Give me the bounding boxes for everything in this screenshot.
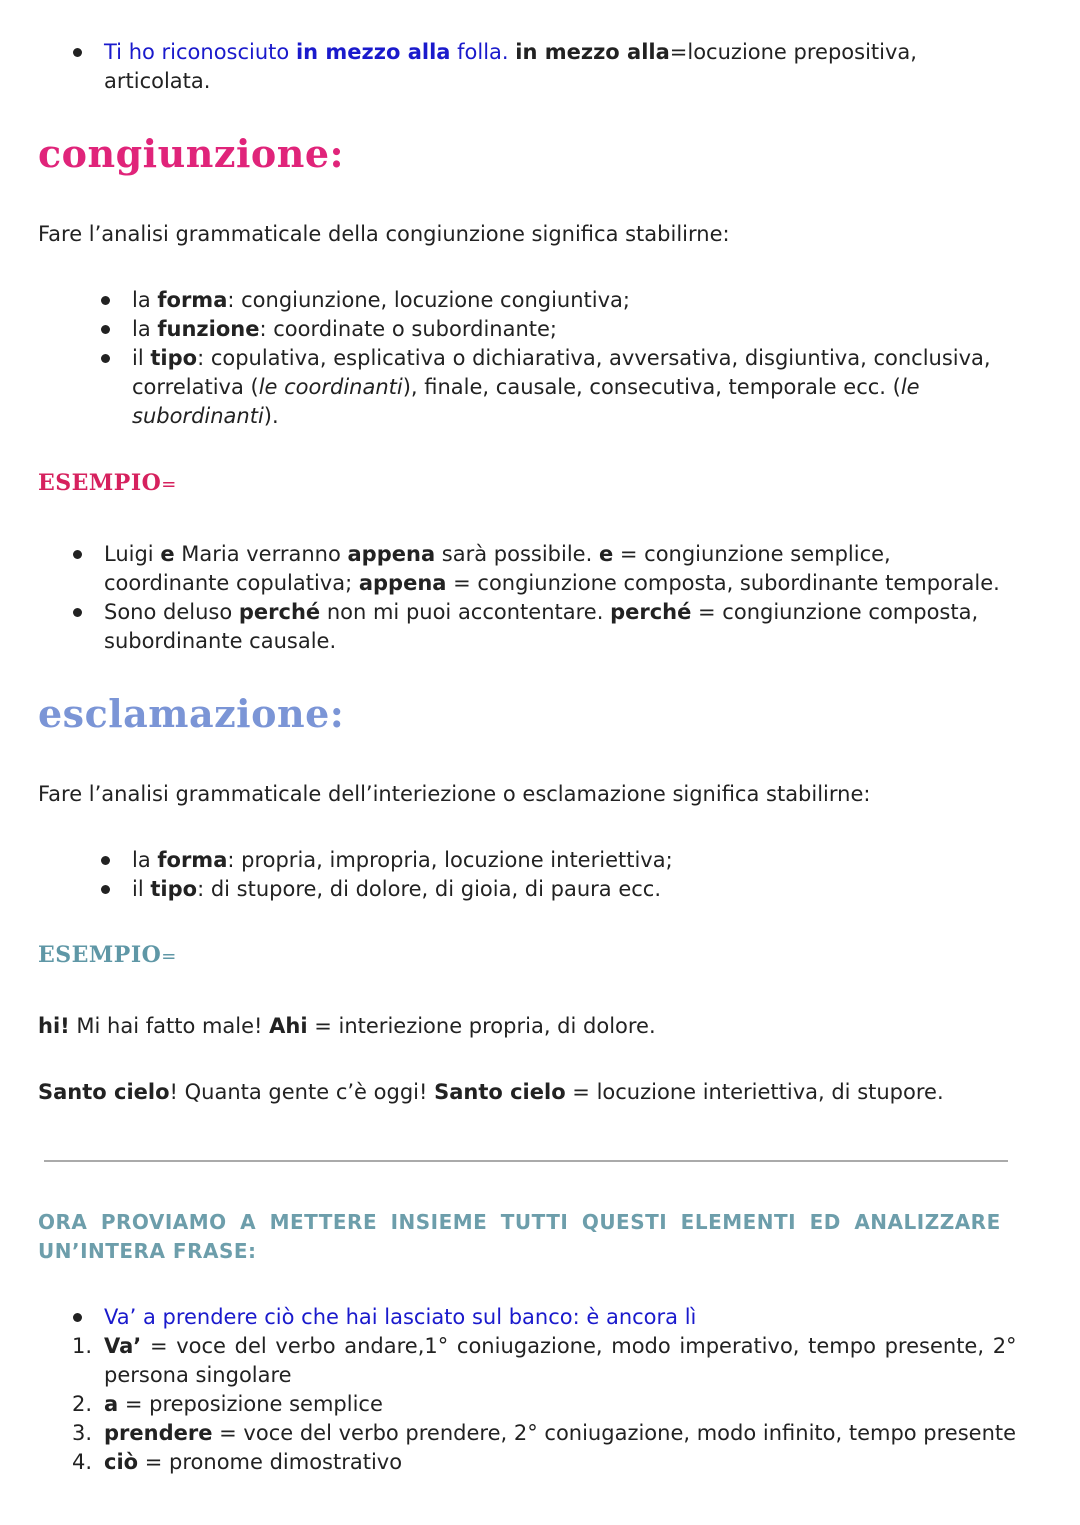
section-heading-congiunzione: congiunzione: — [38, 131, 345, 176]
bullet-dot — [73, 1313, 82, 1322]
bullet-dot — [73, 550, 82, 559]
horizontal-divider — [44, 1160, 1008, 1162]
escl-example-2: Santo cielo! Quanta gente c’è oggi! Santo cielo = locuzione interiettiva, di stupore. — [38, 1080, 944, 1104]
esempio-label-esclamazione: ESEMPIO= — [38, 942, 177, 968]
analisi-item-va: Va’ = voce del verbo andare,1° coniugazione, modo imperativo, tempo presente, 2° — [104, 1334, 1017, 1358]
analisi-item-cio: ciò = pronome dimostrativo — [104, 1450, 403, 1474]
escl-bullet-tipo: il tipo: di stupore, di dolore, di gioia, di paura ecc. — [132, 877, 662, 901]
cong-example-2-cont: subordinante causale. — [104, 629, 337, 653]
analisi-sentence: Va’ a prendere ciò che hai lasciato sul banco: è ancora lì — [104, 1305, 697, 1329]
bullet-dot — [73, 48, 82, 57]
bullet-dot — [101, 325, 110, 334]
example-sentence-folla: Ti ho riconosciuto in mezzo alla folla. in mezzo alla=locuzione prepositiva, — [104, 40, 917, 64]
escl-example-1: hi! Mi hai fatto male! Ahi = interiezione propria, di dolore. — [38, 1014, 656, 1038]
cong-bullet-tipo: il tipo: copulativa, esplicativa o dichiarativa, avversativa, disgiuntiva, conclusiva, — [132, 346, 991, 370]
example-sentence-folla-cont: articolata. — [104, 69, 211, 93]
cong-example-1: Luigi e Maria verranno appena sarà possibile. e = congiunzione semplice, — [104, 542, 891, 566]
bullet-dot — [101, 354, 110, 363]
list-number: 3. — [72, 1421, 93, 1445]
cong-bullet-forma: la forma: congiunzione, locuzione congiuntiva; — [132, 288, 630, 312]
section-heading-esclamazione: esclamazione: — [38, 691, 345, 736]
bullet-dot — [101, 885, 110, 894]
analisi-item-prendere: prendere = voce del verbo prendere, 2° coniugazione, modo infinito, tempo presente — [104, 1421, 1017, 1445]
cong-example-1-cont: coordinante copulativa; appena = congiunzione composta, subordinante temporale. — [104, 571, 1000, 595]
bullet-dot — [101, 296, 110, 305]
analisi-item-a: a = preposizione semplice — [104, 1392, 383, 1416]
list-number: 4. — [72, 1450, 93, 1474]
cong-bullet-funzione: la funzione: coordinate o subordinante; — [132, 317, 557, 341]
esclamazione-intro: Fare l’analisi grammaticale dell’interiezione o esclamazione significa stabilirne: — [38, 782, 871, 806]
analisi-item-va-cont: persona singolare — [104, 1363, 292, 1387]
analisi-title-line-2: UN’INTERA FRASE: — [38, 1239, 257, 1263]
congiunzione-intro: Fare l’analisi grammaticale della congiunzione significa stabilirne: — [38, 222, 730, 246]
cong-example-2: Sono deluso perché non mi puoi accontentare. perché = congiunzione composta, — [104, 600, 979, 624]
list-number: 2. — [72, 1392, 93, 1416]
cong-bullet-tipo-cont: correlativa (le coordinanti), finale, causale, consecutiva, temporale ecc. (le — [132, 375, 920, 399]
bullet-dot — [101, 856, 110, 865]
escl-bullet-forma: la forma: propria, impropria, locuzione interiettiva; — [132, 848, 673, 872]
cong-bullet-tipo-cont2: subordinanti). — [132, 404, 279, 428]
list-number: 1. — [72, 1334, 93, 1358]
analisi-title-line-1: ORA PROVIAMO A METTERE INSIEME TUTTI QUESTI ELEMENTI ED ANALIZZARE — [38, 1210, 1001, 1234]
bullet-dot — [73, 608, 82, 617]
esempio-label-congiunzione: ESEMPIO= — [38, 470, 177, 496]
